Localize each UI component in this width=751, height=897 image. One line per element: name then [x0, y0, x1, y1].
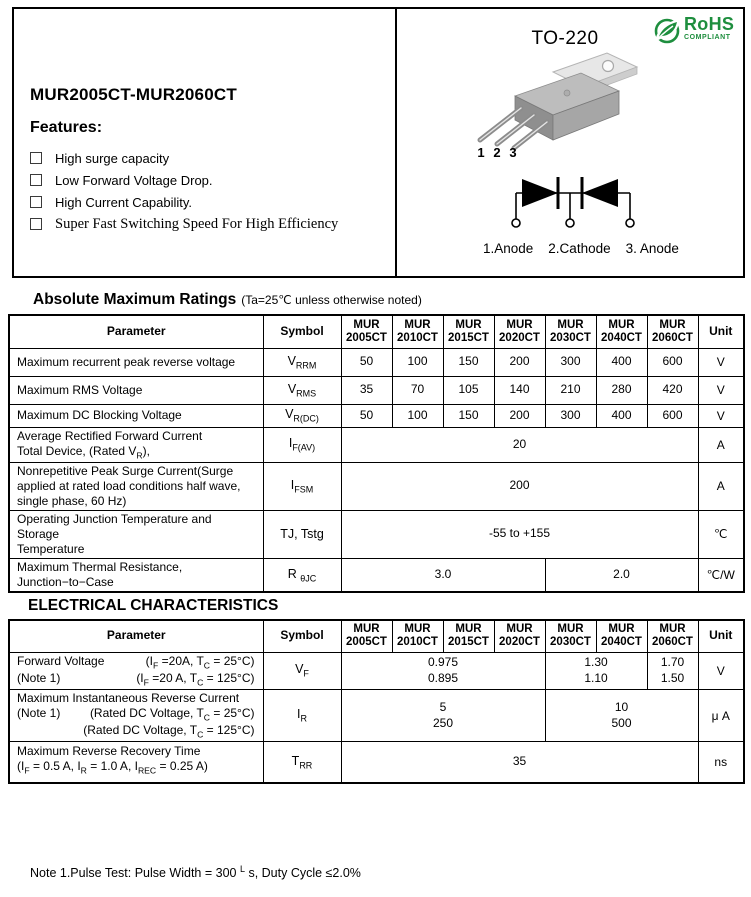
feature-label: High surge capacity [55, 150, 170, 166]
device-number: 2010CT [397, 331, 438, 344]
device-number: 2005CT [346, 331, 387, 344]
feature-item [30, 213, 338, 235]
device-number: 2020CT [499, 331, 540, 344]
pin-numbers [473, 145, 521, 160]
device-number: 2060CT [652, 636, 693, 649]
device-prefix: MUR [608, 318, 635, 331]
param-line: Maximum RMS Voltage [17, 382, 143, 397]
unit-cell: ns [698, 742, 744, 783]
table-row [9, 427, 744, 462]
param-line: Average Rectified Forward Current [17, 428, 203, 443]
param-line: Operating Junction Temperature and Storage [17, 511, 212, 541]
unit-cell: A [698, 427, 744, 462]
package-name-label: TO-220 [531, 28, 599, 49]
table-row [9, 348, 744, 376]
param-cell [9, 427, 263, 462]
unit-cell: ℃ [698, 510, 744, 558]
symbol-cell: $T_{RR}$ [263, 742, 341, 783]
param-cell [9, 742, 263, 783]
table-row [9, 558, 744, 592]
col-header-symbol: Symbol [263, 315, 341, 348]
pin-legend-cathode: 2.Cathode [548, 241, 611, 256]
device-number: 2015CT [448, 331, 489, 344]
pin-legend [483, 241, 679, 256]
param-line: Temperature [17, 541, 85, 556]
table-row [9, 510, 744, 558]
rohs-leaf-icon [652, 15, 682, 45]
param-cell [9, 510, 263, 558]
value-cell: 100 [392, 404, 443, 427]
unit-cell: μ A [698, 689, 744, 741]
checkbox-icon [30, 196, 42, 208]
pin-number: 3 [509, 145, 517, 160]
symbol-cell: $V_F$ [263, 652, 341, 689]
feature-item [30, 147, 338, 169]
device-number: 2040CT [601, 331, 642, 344]
param-line: Junction−to−Case [17, 574, 114, 589]
param-line: Maximum Thermal Resistance, [17, 559, 183, 574]
param-line [17, 671, 255, 688]
part-number-title: MUR2005CT-MUR2060CT [30, 85, 237, 104]
value-cell: 300 [545, 404, 596, 427]
col-header-device [545, 315, 596, 348]
value-cell-span: 35 [341, 742, 698, 783]
col-header-parameter: Parameter [9, 620, 263, 652]
value-cell-span: 2.0 [545, 558, 698, 592]
table-row [9, 404, 744, 427]
device-prefix: MUR [353, 623, 380, 636]
unit-cell: V [698, 348, 744, 376]
device-prefix: MUR [608, 623, 635, 636]
param-cell [9, 558, 263, 592]
value-cell: 280 [596, 376, 647, 404]
symbol-cell: $V_{RMS}$ [263, 376, 341, 404]
value-line: 0.975 [427, 655, 459, 670]
symbol-cell: R $_{\theta JC}$ [263, 558, 341, 592]
col-header-device [647, 315, 698, 348]
value-cell: 200 [494, 348, 545, 376]
absolute-maximum-ratings-table [8, 314, 745, 593]
value-cell [647, 652, 698, 689]
param-line [17, 759, 255, 776]
device-number: 2060CT [652, 331, 693, 344]
col-header-device [392, 315, 443, 348]
col-header-device [341, 315, 392, 348]
value-cell-span [341, 689, 545, 741]
param-text: Maximum Reverse Recovery Time [17, 744, 201, 759]
device-prefix: MUR [404, 318, 431, 331]
feature-item [30, 191, 338, 213]
param-text: ($I_F = 0.5$ A, $I_R = 1.0$ A, $I_{REC} = 0.25$ A) [17, 759, 208, 776]
col-header-unit: Unit [698, 620, 744, 652]
param-line: Maximum recurrent peak reverse voltage [17, 354, 236, 369]
value-line: 5 [439, 699, 447, 714]
value-cell: 100 [392, 348, 443, 376]
value-line: 1.70 [660, 655, 685, 670]
value-cell-span [545, 652, 647, 689]
table-header-row [9, 315, 744, 348]
pin-number: 1 [477, 145, 485, 160]
device-number: 2020CT [499, 636, 540, 649]
param-line [17, 744, 255, 759]
features-heading: Features: [30, 119, 103, 136]
col-header-device [647, 620, 698, 652]
value-line: 1.50 [660, 670, 685, 685]
value-cell: 600 [647, 404, 698, 427]
param-cell [9, 404, 263, 427]
device-prefix: MUR [404, 623, 431, 636]
param-condition: (Rated DC Voltage, $T_C = 125^\circ C$) [83, 723, 255, 740]
param-cell [9, 462, 263, 510]
value-line: 1.30 [584, 655, 608, 670]
param-line [17, 706, 255, 723]
value-line: 500 [611, 715, 632, 730]
value-line: 250 [432, 715, 454, 730]
rohs-text [684, 15, 734, 41]
param-line [17, 723, 255, 740]
value-cell: 600 [647, 348, 698, 376]
param-line [17, 691, 255, 706]
feature-label: High Current Capability. [55, 194, 193, 210]
col-header-symbol: Symbol [263, 620, 341, 652]
footnote: Note 1.Pulse Test: Pulse Width = 300 $^L$ s, Duty Cycle ≤2.0% [30, 864, 361, 881]
symbol-cell: $V_{R(DC)}$ [263, 404, 341, 427]
feature-label: Low Forward Voltage Drop. [55, 172, 213, 188]
header-box-divider [395, 9, 397, 276]
symbol-cell: $I_{FSM}$ [263, 462, 341, 510]
value-cell-span: 200 [341, 462, 698, 510]
device-number: 2040CT [601, 636, 642, 649]
param-line [17, 654, 255, 671]
col-header-unit: Unit [698, 315, 744, 348]
col-header-device [596, 315, 647, 348]
symbol-cell: TJ, Tstg [263, 510, 341, 558]
param-cell [9, 689, 263, 741]
value-cell: 300 [545, 348, 596, 376]
feature-label: Super Fast Switching Speed For High Efficiency [55, 215, 339, 232]
device-prefix: MUR [659, 623, 686, 636]
value-cell-span: 3.0 [341, 558, 545, 592]
value-cell: 35 [341, 376, 392, 404]
param-line: Maximum DC Blocking Voltage [17, 408, 182, 422]
value-cell: 400 [596, 348, 647, 376]
symbol-cell: $I_{F(AV)}$ [263, 427, 341, 462]
col-header-device [545, 620, 596, 652]
col-header-device [392, 620, 443, 652]
value-cell-span: 20 [341, 427, 698, 462]
device-prefix: MUR [455, 318, 482, 331]
param-condition: ($I_F =20$ A, $T_C = 125^\circ C$) [136, 670, 255, 688]
value-cell: 150 [443, 404, 494, 427]
electrical-title: ELECTRICAL CHARACTERISTICS [28, 597, 279, 614]
device-number: 2030CT [550, 331, 591, 344]
table-row [9, 652, 744, 689]
symbol-cell: $V_{RRM}$ [263, 348, 341, 376]
device-prefix: MUR [557, 318, 584, 331]
diode-schematic [498, 175, 648, 237]
unit-cell: V [698, 404, 744, 427]
checkbox-icon [30, 218, 42, 230]
table-row [9, 462, 744, 510]
value-cell: 50 [341, 348, 392, 376]
unit-cell: ℃/W [698, 558, 744, 592]
device-number: 2030CT [550, 636, 591, 649]
device-prefix: MUR [557, 623, 584, 636]
device-prefix: MUR [455, 623, 482, 636]
value-cell: 140 [494, 376, 545, 404]
features-list [30, 147, 338, 235]
table-row [9, 376, 744, 404]
value-cell: 150 [443, 348, 494, 376]
pin-number: 2 [493, 145, 501, 160]
param-line: applied at rated load conditions half wave, [17, 478, 241, 493]
pin-legend-anode-1: 1.Anode [483, 241, 534, 256]
param-condition: (Rated DC Voltage, $T_C = 25^\circ C$) [89, 705, 255, 723]
col-header-device [443, 315, 494, 348]
unit-cell: V [698, 376, 744, 404]
col-header-device [494, 315, 545, 348]
param-line: Nonrepetitive Peak Surge Current(Surge [17, 463, 234, 478]
value-line: 0.895 [427, 670, 459, 685]
param-line: single phase, 60 Hz) [17, 493, 127, 508]
value-cell: 105 [443, 376, 494, 404]
param-text: Forward Voltage [17, 653, 105, 668]
param-text: (Note 1) [17, 670, 61, 685]
electrical-characteristics-table [8, 619, 745, 784]
value-line: 1.10 [584, 670, 608, 685]
value-cell-span [341, 652, 545, 689]
device-prefix: MUR [506, 318, 533, 331]
rohs-compliant-label: COMPLIANT [684, 34, 731, 41]
device-number: 2005CT [346, 636, 387, 649]
value-cell: 70 [392, 376, 443, 404]
rohs-name: RoHS [684, 14, 735, 34]
checkbox-icon [30, 174, 42, 186]
symbol-cell: $I_R$ [263, 689, 341, 741]
device-prefix: MUR [353, 318, 380, 331]
param-cell [9, 652, 263, 689]
electrical-heading [28, 597, 278, 615]
col-header-device [341, 620, 392, 652]
value-cell: 50 [341, 404, 392, 427]
table-row [9, 742, 744, 783]
abs-max-title: Absolute Maximum Ratings [33, 291, 237, 308]
value-cell-span [545, 689, 698, 741]
col-header-device [494, 620, 545, 652]
col-header-device [443, 620, 494, 652]
unit-cell: A [698, 462, 744, 510]
device-prefix: MUR [659, 318, 686, 331]
abs-max-heading [33, 291, 422, 309]
feature-item [30, 169, 338, 191]
device-number: 2015CT [448, 636, 489, 649]
abs-max-subtitle: (Ta=25℃ unless otherwise noted) [241, 293, 422, 307]
unit-cell: V [698, 652, 744, 689]
rohs-badge [652, 15, 734, 45]
col-header-parameter: Parameter [9, 315, 263, 348]
param-line: Total Device, (Rated $V_R$), [17, 443, 150, 460]
table-row [9, 689, 744, 741]
checkbox-icon [30, 152, 42, 164]
param-text: Maximum Instantaneous Reverse Current [17, 690, 240, 705]
col-header-device [596, 620, 647, 652]
value-cell: 210 [545, 376, 596, 404]
value-cell-span: -55 to +155 [341, 510, 698, 558]
pin-legend-anode-3: 3. Anode [625, 241, 679, 256]
value-cell: 420 [647, 376, 698, 404]
device-number: 2010CT [397, 636, 438, 649]
table-header-row [9, 620, 744, 652]
header-box [12, 7, 745, 278]
device-prefix: MUR [506, 623, 533, 636]
value-cell: 200 [494, 404, 545, 427]
param-cell [9, 348, 263, 376]
param-condition: ($I_F =20A$, $T_C = 25^\circ C$) [145, 653, 255, 670]
param-text: (Note 1) [17, 705, 61, 720]
value-cell: 400 [596, 404, 647, 427]
value-line: 10 [614, 699, 629, 714]
param-cell [9, 376, 263, 404]
